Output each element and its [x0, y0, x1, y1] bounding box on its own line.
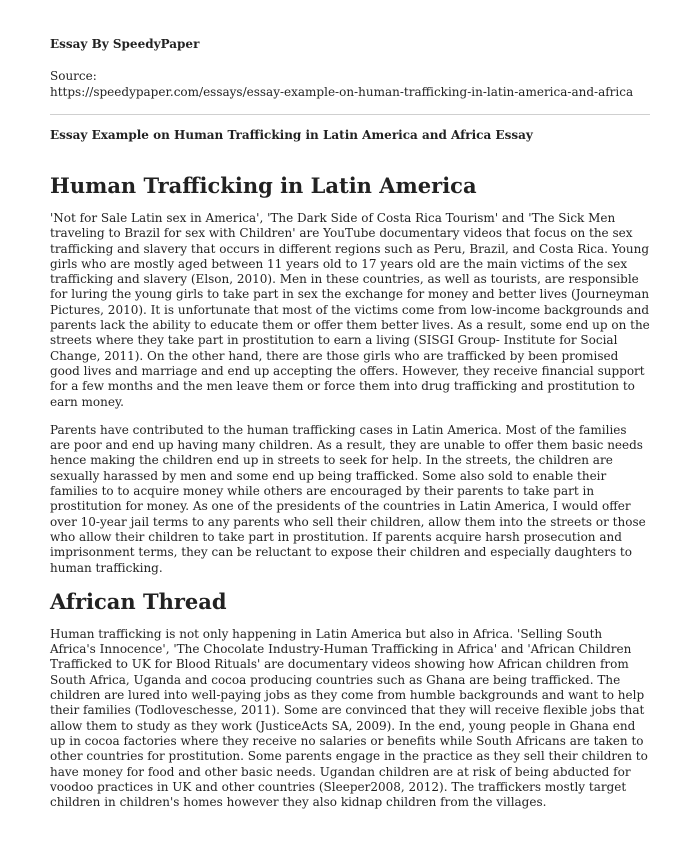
paragraph: Parents have contributed to the human trafficking cases in Latin America. Most of the families are poor and end up having many children. As a result, they are unable to offer them basic needs hence making the children end up in streets to seek for help. In the streets, the children are sexually harassed by men and some end up being trafficked. Some also sold to enable their families to to acquire money while others are encouraged by their parents to take part in prostitution for money. As one of the presidents of the countries in Latin America, I would offer over 10-year jail terms to any parents who sell their children, allow them into the streets or those who allow their children to take part in prostitution. If parents acquire harsh prosecution and imprisonment terms, they can be reluctant to expose their children and especially daughters to human trafficking. — [50, 422, 646, 575]
section-heading-african-thread: African Thread — [50, 588, 227, 614]
paragraph: 'Not for Sale Latin sex in America', 'The Dark Side of Costa Rica Tourism' and 'The Sick Men traveling to Brazil for sex with Children' are YouTube documentary videos that focus on the sex trafficking and slavery that occurs in different regions such as Peru, Brazil, and Costa Rica. Young girls who are mostly aged between 11 years old to 17 years old are the main victims of the sex trafficking and slavery (Elson, 2010). Men in these countries, as well as tourists, are responsible for luring the young girls to take part in sex the exchange for money and better lives (Journeyman Pictures, 2010). It is unfortunate that most of the victims come from low-income backgrounds and parents lack the ability to educate them or offer them better lives. As a result, some end up on the streets where they take part in prostitution to earn a living (SISGI Group- Institute for Social Change, 2011). On the other hand, there are those girls who are trafficked by been promised good lives and marriage and end up accepting the offers. However, they receive financial support for a few months and the men leave them or force them into drug trafficking and prostitution to earn money. — [50, 211, 650, 409]
brand-line: Essay By SpeedyPaper — [50, 37, 200, 51]
source-block — [50, 68, 650, 100]
essay-title: Essay Example on Human Trafficking in Latin America and Africa Essay — [50, 128, 533, 142]
source-label: Source: — [50, 69, 97, 83]
paragraph: Human trafficking is not only happening in Latin America but also in Africa. 'Selling South Africa's Innocence', 'The Chocolate Industry-Human Trafficking in Africa' and 'African Children Trafficked to UK for Blood Rituals' are documentary videos showing how African children from South Africa, Uganda and cocoa producing countries such as Ghana are being trafficked. The children are lured into well-paying jobs as they come from humble backgrounds and want to help their families (Todloveschesse, 2011). Some are convinced that they will receive flexible jobs that allow them to study as they work (JusticeActs SA, 2009). In the end, young people in Ghana end up in cocoa factories where they receive no salaries or benefits while South Africans are taken to other countries for prostitution. Some parents engage in the practice as they sell their children to have money for food and other basic needs. Ugandan children are at risk of being abducted for voodoo practices in UK and other countries (Sleeper2008, 2012). The traffickers mostly target children in children's homes however they also kidnap children from the villages. — [50, 626, 648, 810]
section-heading-latin-america: Human Trafficking in Latin America — [50, 173, 477, 198]
header-divider — [50, 114, 650, 115]
source-url: https://speedypaper.com/essays/essay-example-on-human-trafficking-in-latin-america-and-africa — [50, 85, 634, 99]
